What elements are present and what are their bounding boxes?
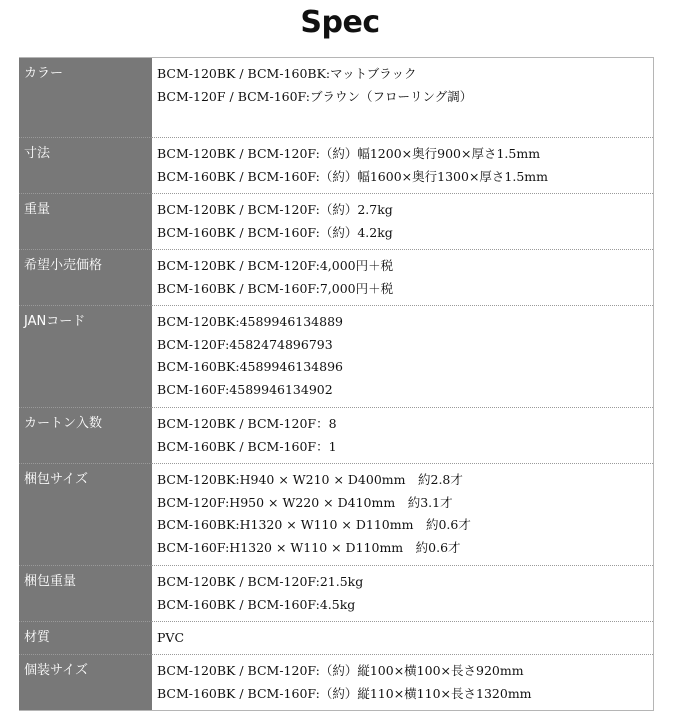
spec-row-carton [19,408,654,464]
spec-value-line: BCM-160BK / BCM-160F:4.5kg [157,596,356,612]
spec-label: 個装サイズ [19,655,152,711]
spec-row-weight [19,194,654,250]
spec-row-material [19,622,654,655]
spec-label: JANコード [19,306,152,408]
spec-row-unit-size [19,655,654,711]
spec-value [152,464,654,566]
spec-value-line: BCM-120F:4582474896793 [157,336,333,352]
spec-label: カラー [19,58,152,138]
spec-value-line: PVC [157,630,185,645]
spec-value-line: BCM-160BK / BCM-160F:（約）縦110×横110×長さ1320mm [157,685,532,701]
spec-value-line: BCM-160BK / BCM-160F:（約）4.2kg [157,224,393,240]
spec-value-line: BCM-160BK / BCM-160F:7,000円＋税 [157,280,394,296]
spec-value [152,250,654,306]
spec-row-jan [19,306,654,408]
spec-value-line: BCM-120F / BCM-160F:ブラウン（フローリング調） [157,88,473,104]
spec-value-line: BCM-120BK:H940 × W210 × D400mm 約2.8才 [157,472,463,487]
spec-value-line: BCM-160F:H1320 × W110 × D110mm 約0.6才 [157,539,461,555]
spec-value [152,58,654,138]
spec-value [152,306,654,408]
spec-value [152,622,654,655]
spec-table [19,57,654,711]
spec-label: 重量 [19,194,152,250]
spec-value [152,566,654,622]
spec-value-line: BCM-160F:4589946134902 [157,381,333,397]
spec-label: 梱包サイズ [19,464,152,566]
spec-row-package-size [19,464,654,566]
spec-value-line: BCM-120BK:4589946134889 [157,314,343,329]
spec-row-dimensions [19,138,654,194]
spec-value [152,138,654,194]
spec-value-line: BCM-120BK / BCM-120F:4,000円＋税 [157,258,394,273]
spec-value-line: BCM-120BK / BCM-120F:（約）縦100×横100×長さ920mm [157,663,524,678]
spec-row-price [19,250,654,306]
spec-value [152,408,654,464]
spec-label: 希望小売価格 [19,250,152,306]
spec-value-line: BCM-160BK / BCM-160F:（約）幅1600×奥行1300×厚さ1.5mm [157,168,549,184]
spec-label: 寸法 [19,138,152,194]
spec-row-package-weight [19,566,654,622]
spec-value-line: BCM-120F:H950 × W220 × D410mm 約3.1才 [157,494,453,510]
spec-label: 梱包重量 [19,566,152,622]
spec-value-line: BCM-160BK / BCM-160F：1 [157,438,337,454]
spec-value-line: BCM-160BK:H1320 × W110 × D110mm 約0.6才 [157,517,471,532]
spec-row-color [19,58,654,138]
spec-value-line: BCM-120BK / BCM-120F:（約）幅1200×奥行900×厚さ1.5mm [157,146,541,161]
page-title: Spec [300,5,380,40]
spec-value-line: BCM-120BK / BCM-120F:（約）2.7kg [157,202,393,217]
spec-value [152,194,654,250]
spec-value-line: BCM-120BK / BCM-120F：8 [157,416,337,431]
spec-label: 材質 [19,622,152,655]
spec-value-line: BCM-160BK:4589946134896 [157,359,343,374]
spec-label: カートン入数 [19,408,152,464]
spec-value [152,655,654,711]
spec-value-line: BCM-120BK / BCM-120F:21.5kg [157,574,364,589]
spec-value-line: BCM-120BK / BCM-160BK:マットブラック [157,66,417,81]
